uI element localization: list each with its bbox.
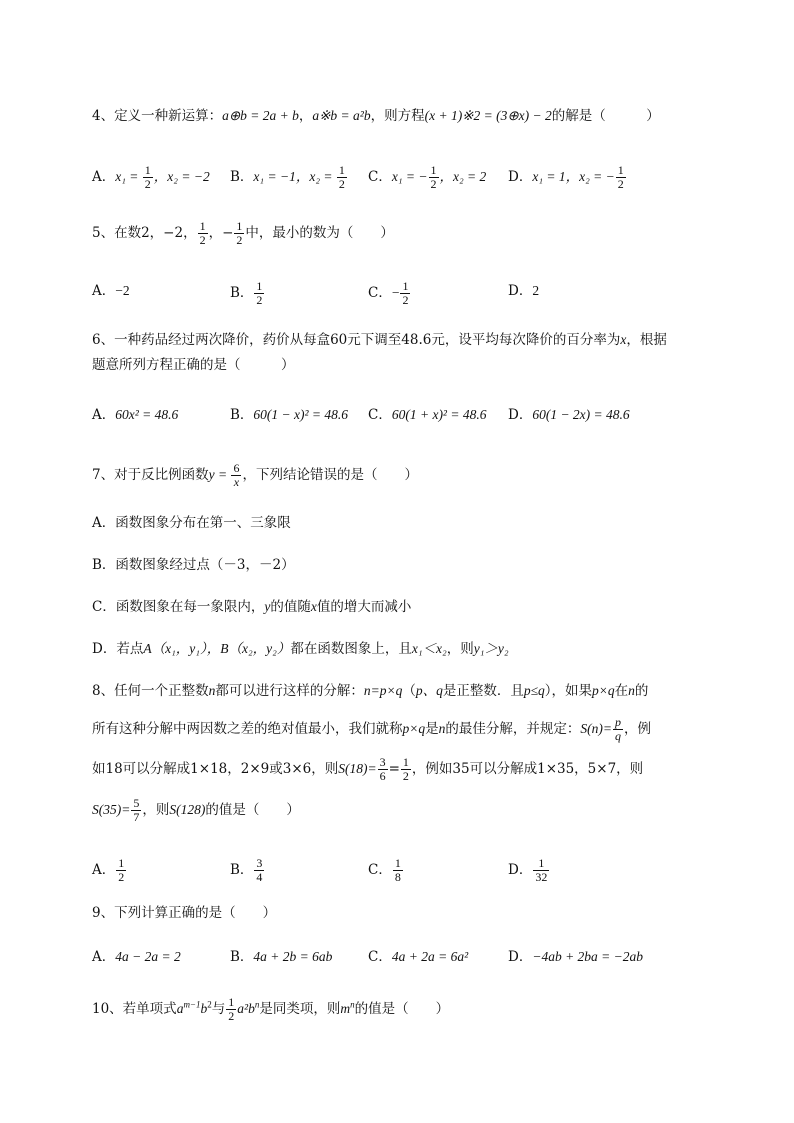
q6-option-c[interactable]: C．60(1 + x)² = 48.6 bbox=[368, 407, 487, 423]
q5-option-b[interactable]: B． $\frac{1}{2}$ bbox=[230, 279, 263, 307]
q8-option-a-fraction: $\frac{1}{2}$ bbox=[118, 856, 125, 884]
q5-option-c[interactable]: C．− $\frac{1}{2}$ bbox=[368, 279, 409, 307]
question-10: 10、若单项式$a^{m-1}b^2$与 $\frac{1}{2}$ $a^2b^n$是同类项，则$m^n$的值是（ ） bbox=[92, 995, 450, 1023]
q8-fraction-3-6: $\frac{3}{6}$ bbox=[379, 755, 386, 783]
question-9: 9、下列计算正确的是（ ） bbox=[92, 905, 277, 921]
q6-option-b[interactable]: B．60(1 − x)² = 48.6 bbox=[230, 407, 349, 423]
q5-option-a[interactable]: A．−2 bbox=[92, 283, 130, 299]
question-4: 4、定义一种新运算：a⊕b = 2a + b，a※b = a²b，则方程(x + 1)※2 = (3⊕x) − 2的解是（ ） bbox=[92, 108, 660, 124]
q6-option-a[interactable]: A．60x² = 48.6 bbox=[92, 407, 179, 423]
q8-option-d[interactable]: D． $\frac{1}{32}$ bbox=[508, 856, 548, 884]
q7-option-d[interactable]: D．若点A（x₁，y₁），B（x₂，y₂）都在函数图象上，且x₁＜x₂，则y₁＞y₂ bbox=[92, 641, 509, 657]
q4-option-c[interactable]: C．x₁ = − $\frac{1}{2}$ ，x₂ = 2 bbox=[368, 163, 487, 191]
question-8-line-3: 如18可以分解成1×18，2×9或3×6，则S(18)= $\frac{3}{6}$ = $\frac{1}{2}$ ，例如35可以分解成1×35，5×7，则 bbox=[92, 755, 644, 783]
q4-def2: a※b = a²b bbox=[312, 108, 371, 123]
question-8-line-2: 所有这种分解中两因数之差的绝对值最小，我们就称p×q是n的最佳分解，并规定：S(n)= $\frac{p}{q}$ ，例 bbox=[92, 715, 651, 743]
q4-def1: a⊕b = 2a + b bbox=[222, 108, 299, 123]
question-8-line-4: S(35)= $\frac{5}{7}$ ，则S(128)的值是（ ） bbox=[92, 796, 300, 824]
q9-option-a[interactable]: A．4a − 2a = 2 bbox=[92, 949, 181, 965]
q6-option-d[interactable]: D．60(1 − 2x) = 48.6 bbox=[508, 407, 630, 423]
question-8: 8、任何一个正整数n都可以进行这样的分解：n=p×q（p、q是正整数．且p≤q），如果p×q在n的 bbox=[92, 683, 649, 699]
q8-option-b-fraction: $\frac{3}{4}$ bbox=[256, 856, 263, 884]
q5-option-d[interactable]: D．2 bbox=[508, 283, 540, 299]
q5-fraction-2: $\frac{1}{2}$ bbox=[236, 219, 243, 247]
q9-option-d[interactable]: D．−4ab + 2ba = −2ab bbox=[508, 949, 644, 965]
q8-option-a[interactable]: A． $\frac{1}{2}$ bbox=[92, 856, 125, 884]
q4-option-a-fraction: $\frac{1}{2}$ bbox=[144, 163, 151, 191]
q8-fraction-pq: $\frac{p}{q}$ bbox=[614, 715, 621, 743]
q4-option-c-fraction: $\frac{1}{2}$ bbox=[430, 163, 437, 191]
question-6: 6、一种药品经过两次降价，药价从每盒60元下调至48.6元，设平均每次降价的百分率为x，根据 bbox=[92, 332, 667, 348]
q7-option-c[interactable]: C．函数图象在每一象限内，y的值随x值的增大而减小 bbox=[92, 599, 412, 615]
q4-option-d-fraction: $\frac{1}{2}$ bbox=[617, 163, 624, 191]
q4-option-b-fraction: $\frac{1}{2}$ bbox=[338, 163, 345, 191]
q8-option-b[interactable]: B． $\frac{3}{4}$ bbox=[230, 856, 263, 884]
q9-option-c[interactable]: C．4a + 2a = 6a² bbox=[368, 949, 469, 965]
q8-option-d-fraction: $\frac{1}{32}$ bbox=[535, 856, 548, 884]
q8-fraction-1-2: $\frac{1}{2}$ bbox=[402, 755, 409, 783]
q5-fraction-1: $\frac{1}{2}$ bbox=[199, 219, 206, 247]
q7-option-b[interactable]: B．函数图象经过点（－3，－2） bbox=[92, 557, 295, 573]
q8-fraction-5-7: $\frac{5}{7}$ bbox=[133, 796, 140, 824]
q4-option-d[interactable]: D．x₁ = 1，x₂ = − $\frac{1}{2}$ bbox=[508, 163, 624, 191]
question-7: 7、对于反比例函数y = $\frac{6}{x}$ ，下列结论错误的是（ ） bbox=[92, 461, 418, 489]
q4-equation: (x + 1)※2 = (3⊕x) − 2 bbox=[424, 108, 552, 123]
q5-option-c-fraction: $\frac{1}{2}$ bbox=[402, 279, 409, 307]
q8-option-c[interactable]: C． $\frac{1}{8}$ bbox=[368, 856, 401, 884]
q9-option-b[interactable]: B．4a + 2b = 6ab bbox=[230, 949, 333, 965]
question-5: 5、在数2，−2， $\frac{1}{2}$ ，− $\frac{1}{2}$ 中，最小的数为（ ） bbox=[92, 219, 394, 247]
q8-option-c-fraction: $\frac{1}{8}$ bbox=[394, 856, 401, 884]
question-6-line-2: 题意所列方程正确的是（ ） bbox=[92, 357, 295, 373]
q7-option-a[interactable]: A．函数图象分布在第一、三象限 bbox=[92, 515, 291, 531]
q5-option-b-fraction: $\frac{1}{2}$ bbox=[256, 279, 263, 307]
q4-option-a[interactable]: A．x₁ = $\frac{1}{2}$ ，x₂ = −2 bbox=[92, 163, 210, 191]
q7-fraction: $\frac{6}{x}$ bbox=[233, 461, 240, 489]
q4-option-b[interactable]: B．x₁ = −1，x₂ = $\frac{1}{2}$ bbox=[230, 163, 345, 191]
q10-fraction: $\frac{1}{2}$ bbox=[228, 995, 235, 1023]
q4-stem-a: 4、定义一种新运算： bbox=[92, 108, 223, 124]
